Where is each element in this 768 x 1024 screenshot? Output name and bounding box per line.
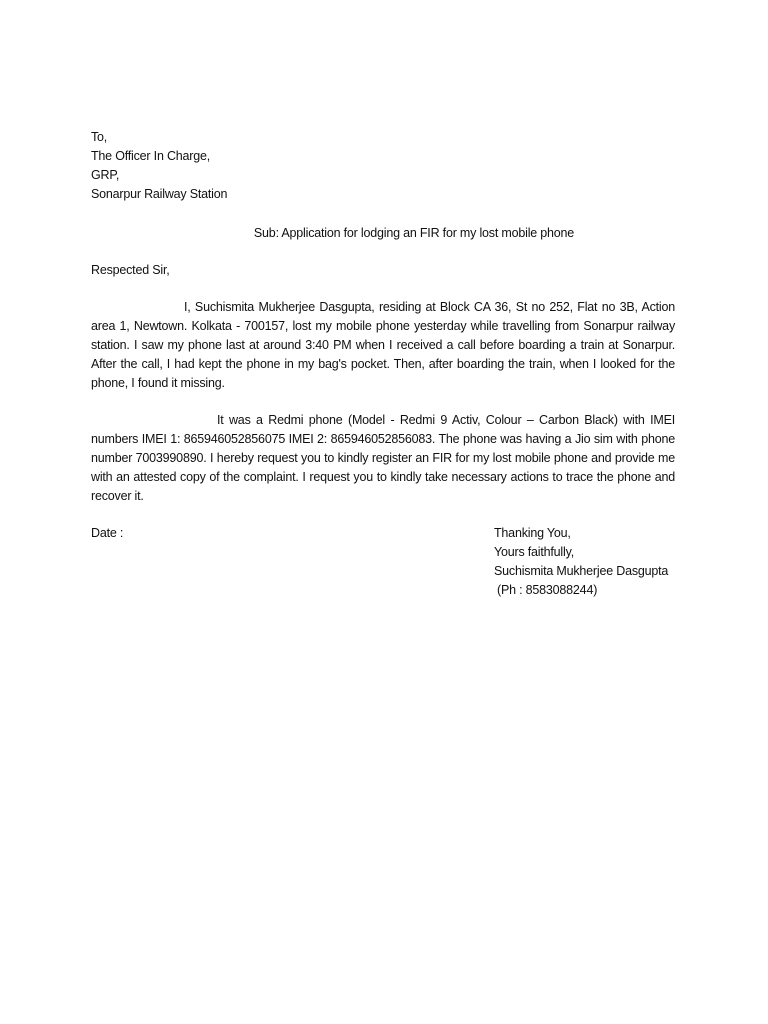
recipient-line-officer: The Officer In Charge, xyxy=(91,149,211,163)
subject-line: Sub: Application for lodging an FIR for my lost mobile phone xyxy=(253,226,575,240)
sender-phone: (Ph : 8583088244) xyxy=(497,583,598,597)
date-label: Date : xyxy=(91,526,124,540)
recipient-line-grp: GRP, xyxy=(91,168,120,182)
closing-faithfully: Yours faithfully, xyxy=(494,545,574,559)
recipient-address xyxy=(91,128,227,204)
body-paragraph-1: I, Suchismita Mukherjee Dasgupta, residing at Block CA 36, St no 252, Flat no 3B, Action area 1, Newtown. Kolkata - 700157, lost my mobile phone yesterday while travelling from Sonarpur railway station. I saw my phone last at around 3:40 PM when I received a call before boarding a train at Sonarpur. After the call, I had kept the phone in my bag's pocket. Then, after boarding the train, when I looked for the phone, I found it missing. xyxy=(91,300,675,390)
recipient-line-station: Sonarpur Railway Station xyxy=(91,187,228,201)
salutation: Respected Sir, xyxy=(91,263,170,277)
recipient-line-to: To, xyxy=(91,130,108,144)
body-paragraph-2: It was a Redmi phone (Model - Redmi 9 Activ, Colour – Carbon Black) with IMEI numbers IMEI 1: 865946052856075 IMEI 2: 865946052856083. The phone was having a Jio sim with phone number 7003990890. I hereby request you to kindly register an FIR for my lost mobile phone and provide me with an attested copy of the complaint. I request you to kindly take necessary actions to trace the phone and recover it. xyxy=(91,413,675,503)
closing-block xyxy=(494,524,668,600)
sender-name: Suchismita Mukherjee Dasgupta xyxy=(494,564,669,578)
closing-thanking: Thanking You, xyxy=(494,526,571,540)
